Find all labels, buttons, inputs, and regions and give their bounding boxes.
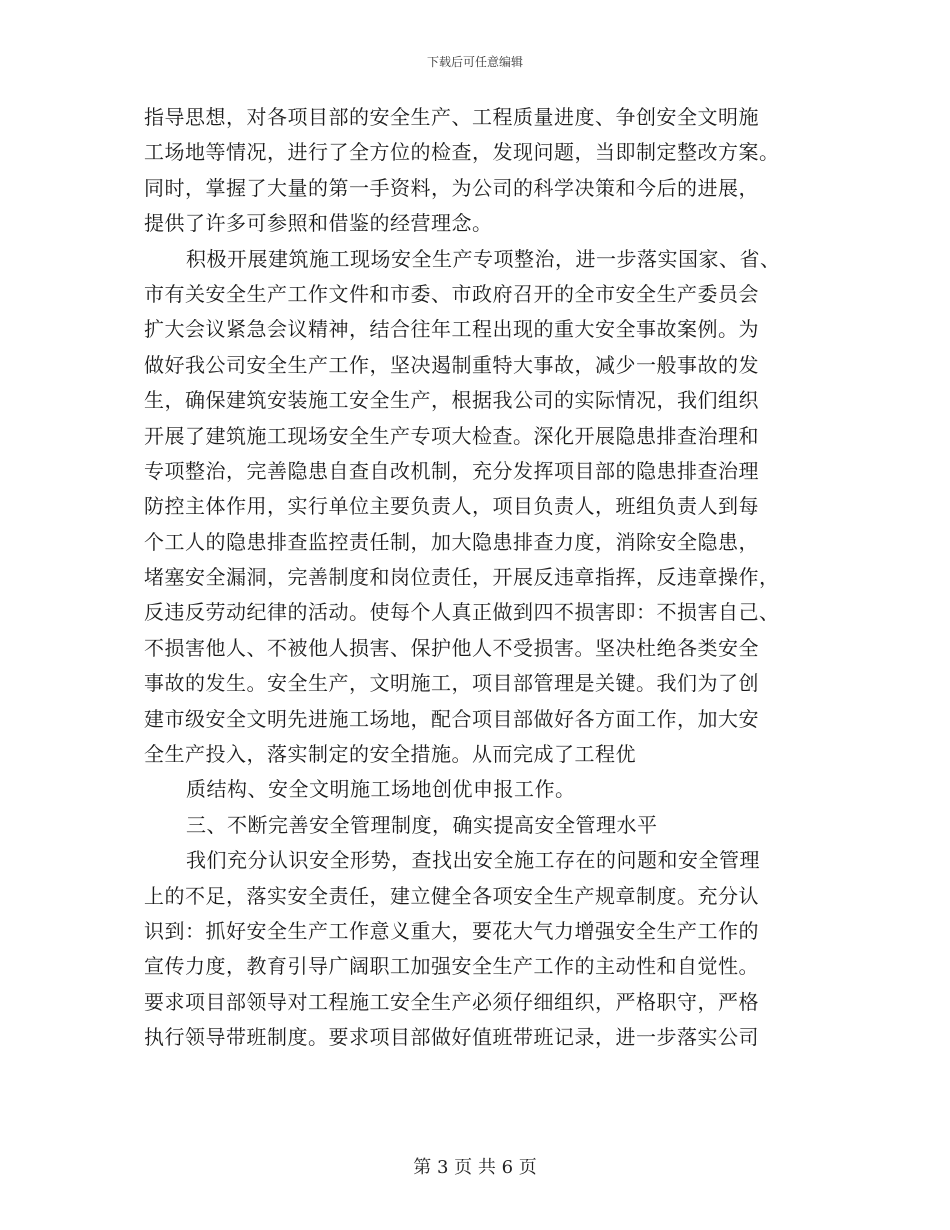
text-line: 专项整治，完善隐患自查自改机制，充分发挥项目部的隐患排查治理 xyxy=(144,458,759,483)
text-line: 不损害他人、不被他人损害、保护他人不受损害。坚决杜绝各类安全 xyxy=(144,635,759,660)
text-line: 扩大会议紧急会议精神，结合往年工程出现的重大安全事故案例。为 xyxy=(144,317,759,342)
text-line: 防控主体作用，实行单位主要负责人，项目负责人，班组负责人到每 xyxy=(144,494,759,519)
text-line: 质结构、安全文明施工场地创优申报工作。 xyxy=(186,777,576,802)
text-line: 市有关安全生产工作文件和市委、市政府召开的全市安全生产委员会 xyxy=(144,281,759,306)
text-line: 宣传力度，教育引导广阔职工加强安全生产工作的主动性和自觉性。 xyxy=(144,954,759,979)
text-line: 要求项目部领导对工程施工安全生产必须仔细组织，严格职守，严格 xyxy=(144,989,759,1014)
text-line: 反违反劳动纪律的活动。使每个人真正做到四不损害即：不损害自己、 xyxy=(144,600,780,625)
text-line: 执行领导带班制度。要求项目部做好值班带班记录，进一步落实公司 xyxy=(144,1025,759,1050)
text-line: 提供了许多可参照和借鉴的经营理念。 xyxy=(144,211,493,236)
text-line: 建市级安全文明先进施工场地，配合项目部做好各方面工作，加大安 xyxy=(144,706,759,731)
text-line: 积极开展建筑施工现场安全生产专项整治，进一步落实国家、省、 xyxy=(186,246,781,271)
text-line: 生，确保建筑安装施工安全生产，根据我公司的实际情况，我们组织 xyxy=(144,388,759,413)
text-line: 三、不断完善安全管理制度，确实提高安全管理水平 xyxy=(186,812,658,837)
page-number: 第 3 页 共 6 页 xyxy=(413,1157,537,1178)
text-line: 我们充分认识安全形势，查找出安全施工存在的问题和安全管理 xyxy=(186,848,760,873)
text-line: 个工人的隐患排查监控责任制，加大隐患排查力度，消除安全隐患， xyxy=(144,529,759,554)
document-body xyxy=(144,100,814,1056)
text-line: 识到：抓好安全生产工作意义重大，要花大气力增强安全生产工作的 xyxy=(144,918,759,943)
text-line: 上的不足，落实安全责任，建立健全各项安全生产规章制度。充分认 xyxy=(144,883,759,908)
text-line: 事故的发生。安全生产，文明施工，项目部管理是关键。我们为了创 xyxy=(144,671,759,696)
text-line: 同时，掌握了大量的第一手资料，为公司的科学决策和今后的进展， xyxy=(144,175,759,200)
text-line: 全生产投入，落实制定的安全措施。从而完成了工程优 xyxy=(144,742,636,767)
text-line: 工场地等情况，进行了全方位的检查，发现问题，当即制定整改方案。 xyxy=(144,140,780,165)
text-line: 指导思想，对各项目部的安全生产、工程质量进度、争创安全文明施 xyxy=(144,105,759,129)
text-line: 做好我公司安全生产工作，坚决遏制重特大事故，减少一般事故的发 xyxy=(144,352,759,377)
text-line: 堵塞安全漏洞，完善制度和岗位责任，开展反违章指挥，反违章操作， xyxy=(144,565,780,590)
text-line: 开展了建筑施工现场安全生产专项大检查。深化开展隐患排查治理和 xyxy=(144,423,759,448)
page-header: 下载后可任意编辑 xyxy=(426,55,523,69)
